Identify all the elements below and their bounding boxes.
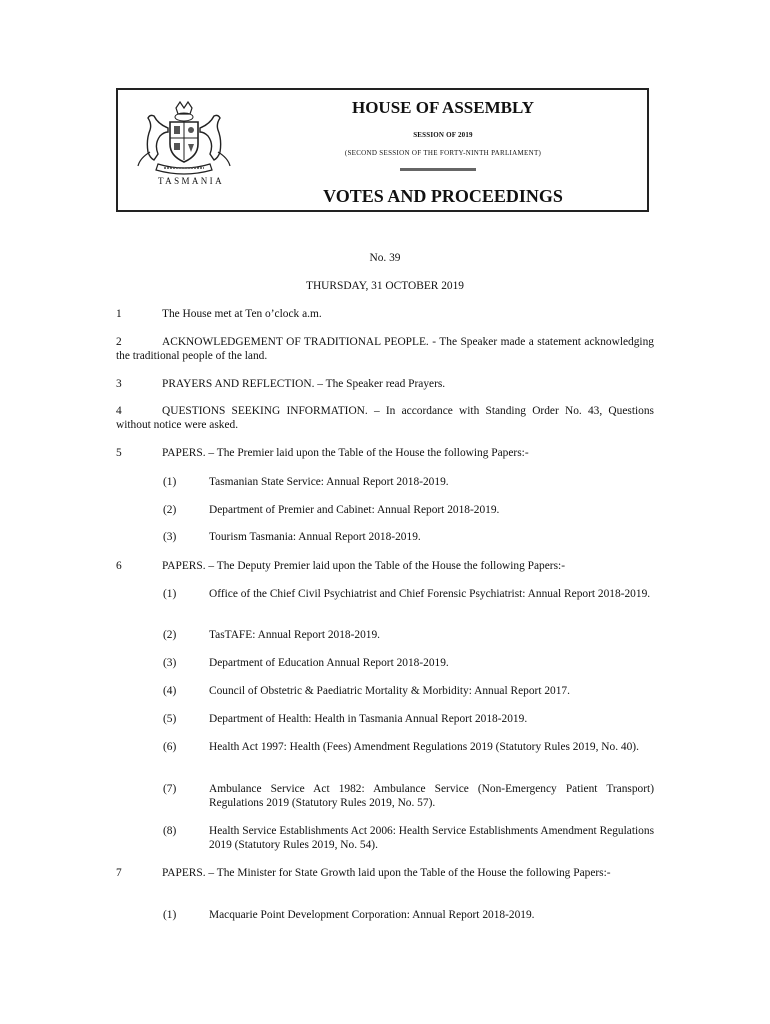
item-text: PAPERS. – The Minister for State Growth laid upon the Table of the House the following Papers:- bbox=[162, 867, 611, 879]
item-text: The House met at Ten o’clock a.m. bbox=[162, 308, 322, 320]
paper-number: (1) bbox=[163, 476, 177, 488]
item-number: 4 bbox=[116, 405, 122, 417]
paper-entry bbox=[163, 782, 654, 811]
proceeding-item bbox=[116, 307, 654, 321]
item-number: 6 bbox=[116, 560, 122, 572]
paper-title: Department of Premier and Cabinet: Annual Report 2018-2019. bbox=[209, 504, 500, 516]
paper-title: Macquarie Point Development Corporation: Annual Report 2018-2019. bbox=[209, 909, 535, 921]
paper-title: Department of Health: Health in Tasmania Annual Report 2018-2019. bbox=[209, 713, 528, 725]
paper-title: Health Service Establishments Act 2006: Health Service Establishments Amendment Regulations 2019 (Statutory Rules 2019, No. 54). bbox=[209, 825, 654, 852]
masthead-box bbox=[116, 88, 649, 212]
paper-entry bbox=[163, 587, 654, 601]
paper-entry bbox=[163, 656, 654, 670]
paper-entry bbox=[163, 475, 654, 489]
item-text: ACKNOWLEDGEMENT OF TRADITIONAL PEOPLE. - The Speaker made a statement acknowledging the traditional people of the land. bbox=[116, 336, 654, 363]
proceeding-item bbox=[116, 404, 654, 433]
paper-number: (3) bbox=[163, 657, 177, 669]
paper-title: Council of Obstetric & Paediatric Mortality & Morbidity: Annual Report 2017. bbox=[209, 685, 570, 697]
paper-number: (3) bbox=[163, 531, 177, 543]
parliament-line: (SECOND SESSION OF THE FORTY-NINTH PARLIAMENT) bbox=[344, 149, 542, 157]
paper-number: (1) bbox=[163, 588, 177, 600]
house-title: HOUSE OF ASSEMBLY bbox=[351, 98, 535, 117]
paper-number: (7) bbox=[163, 783, 177, 795]
paper-entry bbox=[163, 712, 654, 726]
paper-number: (5) bbox=[163, 713, 177, 725]
proceeding-item bbox=[116, 377, 654, 391]
issue-number: No. 39 bbox=[369, 252, 401, 264]
title-divider bbox=[400, 168, 476, 171]
paper-entry bbox=[163, 824, 654, 853]
paper-title: Office of the Chief Civil Psychiatrist and Chief Forensic Psychiatrist: Annual Report 2018-2019. bbox=[209, 588, 651, 600]
item-text: QUESTIONS SEEKING INFORMATION. – In accordance with Standing Order No. 43, Questions without notice were asked. bbox=[116, 405, 654, 432]
paper-entry bbox=[163, 908, 654, 922]
item-text: PAPERS. – The Premier laid upon the Table of the House the following Papers:- bbox=[162, 447, 529, 459]
item-number: 2 bbox=[116, 336, 122, 348]
paper-number: (1) bbox=[163, 909, 177, 921]
paper-entry bbox=[163, 628, 654, 642]
session-line: SESSION OF 2019 bbox=[413, 131, 473, 139]
paper-entry bbox=[163, 503, 654, 517]
paper-title: Tourism Tasmania: Annual Report 2018-2019. bbox=[209, 531, 421, 543]
sitting-date: THURSDAY, 31 OCTOBER 2019 bbox=[305, 280, 465, 292]
paper-title: Tasmanian State Service: Annual Report 2018-2019. bbox=[209, 476, 449, 488]
proceeding-item bbox=[116, 446, 654, 460]
paper-entry bbox=[163, 530, 654, 544]
paper-number: (2) bbox=[163, 629, 177, 641]
item-number: 7 bbox=[116, 867, 122, 879]
paper-title: Health Act 1997: Health (Fees) Amendment Regulations 2019 (Statutory Rules 2019, No. 40). bbox=[209, 741, 639, 753]
paper-title: Department of Education Annual Report 2018-2019. bbox=[209, 657, 449, 669]
paper-number: (4) bbox=[163, 685, 177, 697]
paper-number: (8) bbox=[163, 825, 177, 837]
proceeding-item bbox=[116, 335, 654, 364]
proceeding-item bbox=[116, 559, 654, 573]
tasmanian-coat-of-arms-icon bbox=[132, 98, 236, 176]
document-title: VOTES AND PROCEEDINGS bbox=[323, 186, 563, 206]
item-number: 3 bbox=[116, 378, 122, 390]
item-text: PAPERS. – The Deputy Premier laid upon the Table of the House the following Papers:- bbox=[162, 560, 565, 572]
item-text: PRAYERS AND REFLECTION. – The Speaker read Prayers. bbox=[162, 378, 446, 390]
proceeding-item bbox=[116, 866, 654, 880]
paper-title: Ambulance Service Act 1982: Ambulance Service (Non-Emergency Patient Transport) Regulations 2019 (Statutory Rules 2019, No. 57). bbox=[209, 783, 654, 810]
state-name: TASMANIA bbox=[158, 176, 224, 186]
item-number: 5 bbox=[116, 447, 122, 459]
item-number: 1 bbox=[116, 308, 122, 320]
paper-title: TasTAFE: Annual Report 2018-2019. bbox=[209, 629, 381, 641]
paper-entry bbox=[163, 740, 654, 754]
paper-number: (2) bbox=[163, 504, 177, 516]
paper-entry bbox=[163, 684, 654, 698]
paper-number: (6) bbox=[163, 741, 177, 753]
